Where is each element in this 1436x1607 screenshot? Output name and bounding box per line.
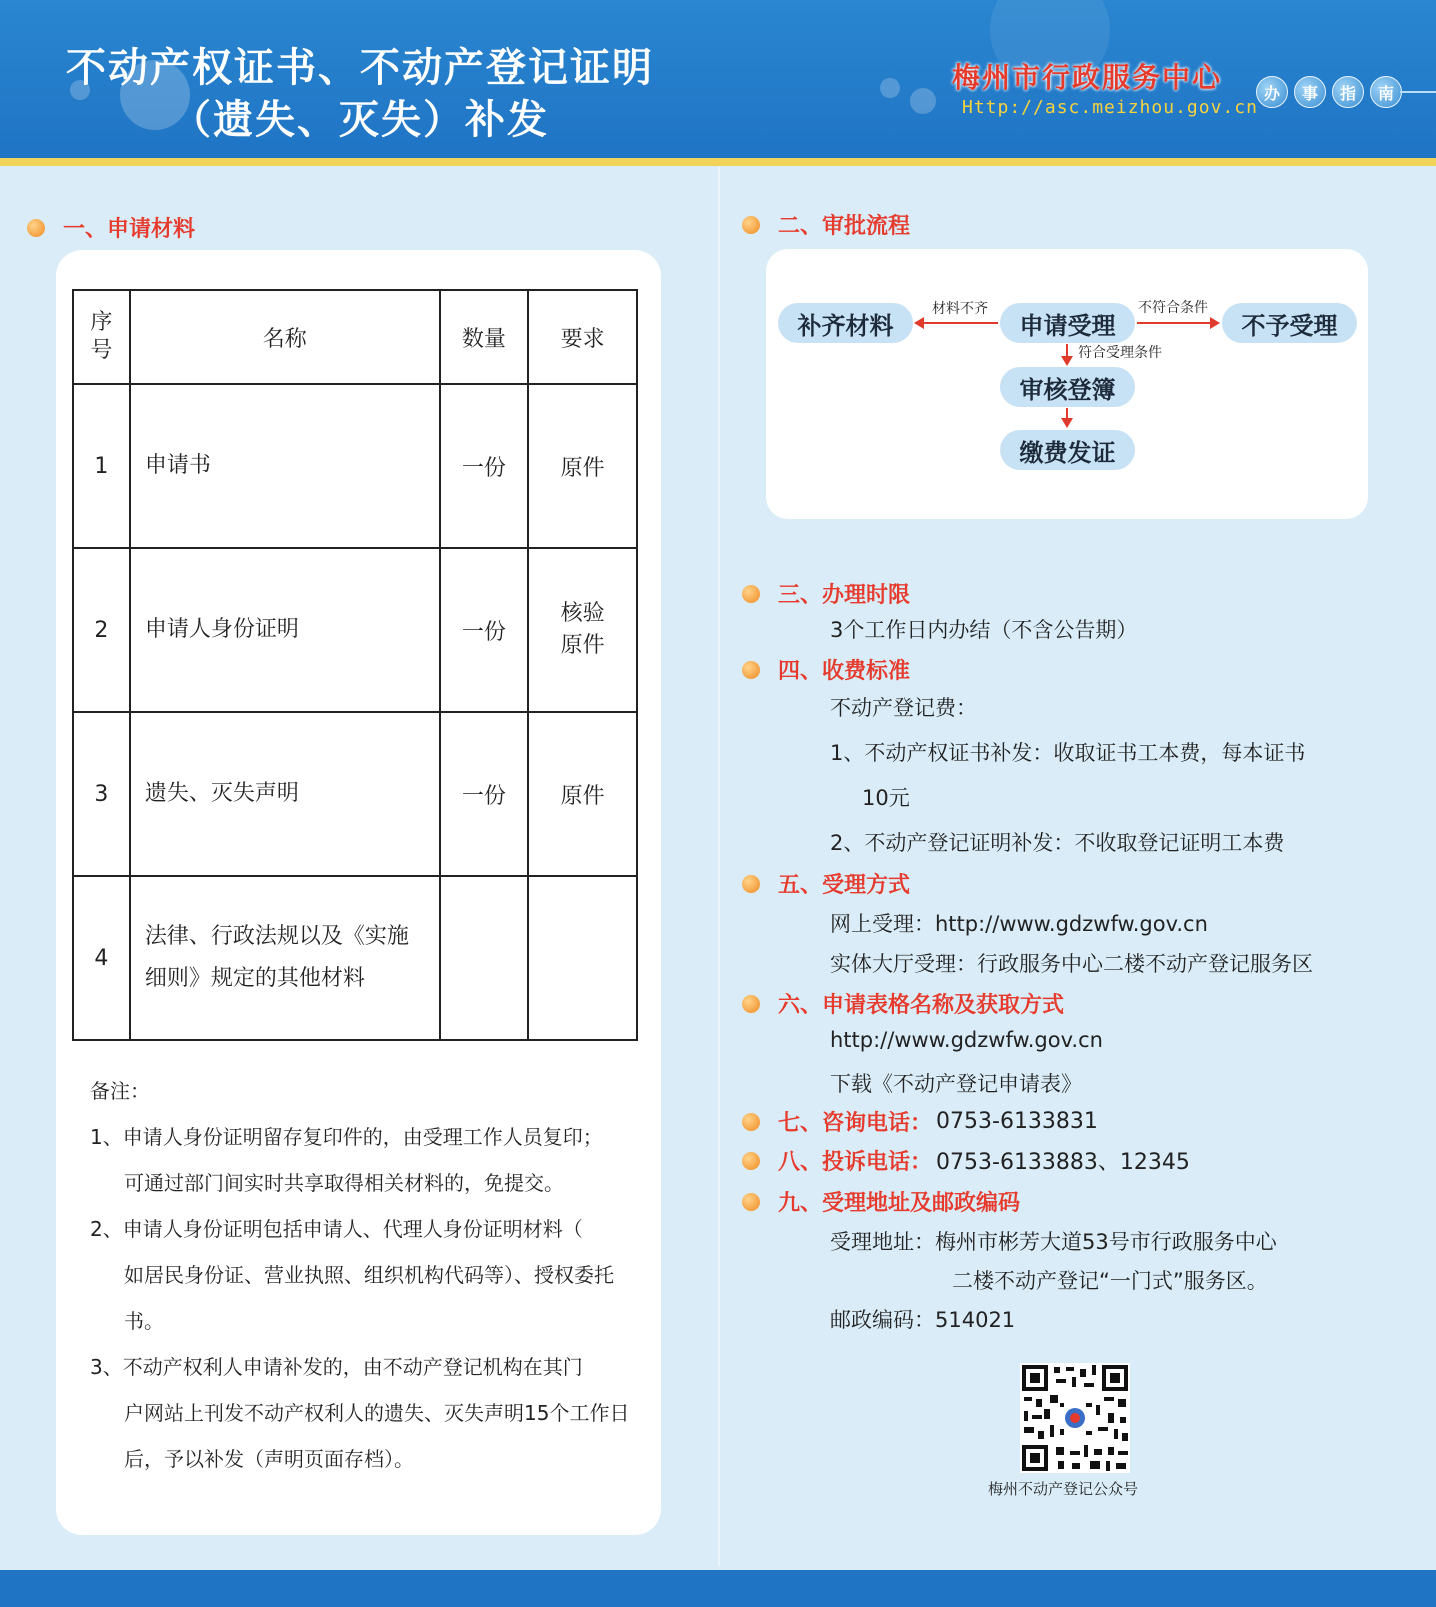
arrow-down-1-head-icon [1061, 356, 1073, 366]
guide-char-2: 事 [1294, 76, 1326, 108]
table-header-row [73, 290, 637, 384]
fold-line [718, 166, 720, 1566]
header-seq: 序号 [73, 290, 130, 384]
row-req [528, 876, 637, 1040]
bullet-dot-icon [742, 585, 760, 603]
section1-heading [27, 212, 195, 243]
org-name: 梅州市行政服务中心 [952, 61, 1223, 94]
section3-text: 3个工作日内办结（不含公告期） [830, 618, 1138, 642]
arrow-right-line [1137, 322, 1211, 324]
fee-item-1: 1、不动产权证书补发：收取证书工本费，每本证书 [830, 741, 1306, 765]
section7-heading: 七、咨询电话： 0753-6133831 [742, 1106, 1098, 1137]
row-seq: 1 [73, 384, 130, 548]
address-line-1: 受理地址：梅州市彬芳大道53号市行政服务中心 [830, 1230, 1277, 1254]
row-name: 申请人身份证明 [130, 548, 440, 712]
table-row [73, 712, 637, 876]
row-qty: 一份 [440, 384, 529, 548]
guide-char-4: 南 [1370, 76, 1402, 108]
section3-heading: 三、办理时限 [742, 578, 910, 609]
postcode: 邮政编码：514021 [830, 1308, 1016, 1332]
section5-heading: 五、受理方式 [742, 868, 910, 899]
flow-supplement: 补齐材料 [778, 303, 913, 343]
qr-caption: 梅州不动产登记公众号 [988, 1480, 1139, 1498]
note-item: 1、申请人身份证明留存复印件的，由受理工作人员复印； 可通过部门间实时共享取得相关材料的，免提交。 [90, 1125, 603, 1195]
arrow-down-2-head-icon [1061, 418, 1073, 428]
section4-heading: 四、收费标准 [742, 654, 910, 685]
header-banner [0, 0, 1436, 163]
title-line-2: （遗失、灭失）补发 [171, 97, 549, 143]
bullet-dot-icon [742, 216, 760, 234]
bullet-dot-icon [742, 661, 760, 679]
arrow-left-head-icon [914, 317, 924, 329]
bullet-dot-icon [742, 875, 760, 893]
guide-char-1: 办 [1256, 76, 1288, 108]
row-qty [440, 876, 529, 1040]
bullet-dot-icon [742, 995, 760, 1013]
arrow-right-head-icon [1210, 317, 1220, 329]
table-row [73, 876, 637, 1040]
flow-review: 审核登簿 [1000, 367, 1135, 407]
address-line-2: 二楼不动产登记“一门式”服务区。 [952, 1269, 1268, 1293]
notes-title: 备注： [90, 1079, 150, 1103]
guide-badges [1256, 76, 1402, 108]
guide-line [1400, 91, 1436, 93]
guide-char-3: 指 [1332, 76, 1364, 108]
section9-heading: 九、受理地址及邮政编码 [742, 1186, 1020, 1217]
consult-phone: 0753-6133831 [936, 1109, 1098, 1134]
form-download: 下载《不动产登记申请表》 [830, 1072, 1082, 1096]
row-req: 原件 [528, 712, 637, 876]
label-qualified: 符合受理条件 [1078, 345, 1162, 361]
header-divider [0, 158, 1436, 166]
flow-reject: 不予受理 [1222, 303, 1357, 343]
title-line-1: 不动产权证书、不动产登记证明 [66, 45, 654, 91]
note-item: 2、申请人身份证明包括申请人、代理人身份证明材料（ 如居民身份证、营业执照、组织机构代码等）、授权委托书。 [90, 1217, 614, 1333]
footer-bar [0, 1570, 1436, 1607]
row-name: 申请书 [130, 384, 440, 548]
flow-apply: 申请受理 [1000, 303, 1135, 343]
org-url: Http://asc.meizhou.gov.cn [962, 97, 1258, 118]
arrow-left-line [922, 322, 998, 324]
row-qty: 一份 [440, 712, 529, 876]
table-row [73, 548, 637, 712]
bullet-dot-icon [742, 1152, 760, 1170]
row-seq: 3 [73, 712, 130, 876]
section6-heading: 六、申请表格名称及获取方式 [742, 988, 1064, 1019]
row-req: 原件 [528, 384, 637, 548]
section1-heading-text: 一、申请材料 [63, 217, 196, 242]
table-row [73, 384, 637, 548]
materials-table [72, 289, 638, 1041]
header-qty: 数量 [440, 290, 529, 384]
qr-code-icon [1020, 1363, 1130, 1473]
fee-intro: 不动产登记费： [830, 696, 977, 720]
section8-heading: 八、投诉电话： 0753-6133883、12345 [742, 1145, 1190, 1176]
section2-heading: 二、审批流程 [742, 209, 910, 240]
label-incomplete: 材料不齐 [932, 301, 988, 317]
bullet-dot-icon [27, 219, 45, 237]
form-url: http://www.gdzwfw.gov.cn [830, 1028, 1103, 1052]
complaint-phone: 0753-6133883、12345 [936, 1150, 1190, 1175]
row-name: 法律、行政法规以及《实施细则》规定的其他材料 [130, 876, 440, 1040]
bullet-dot-icon [742, 1193, 760, 1211]
row-name: 遗失、灭失声明 [130, 712, 440, 876]
page-title [50, 42, 670, 146]
offline-acceptance: 实体大厅受理：行政服务中心二楼不动产登记服务区 [830, 952, 1313, 976]
notes [90, 1068, 650, 1482]
note-item: 3、不动产权利人申请补发的，由不动产登记机构在其门 户网站上刊发不动产权利人的遗失、灭失声明15个工作日后，予以补发（声明页面存档）。 [90, 1355, 630, 1471]
row-req: 核验原件 [528, 548, 637, 712]
header-req: 要求 [528, 290, 637, 384]
fee-item-2: 2、不动产登记证明补发：不收取登记证明工本费 [830, 831, 1285, 855]
row-seq: 4 [73, 876, 130, 1040]
row-qty: 一份 [440, 548, 529, 712]
flow-issue: 缴费发证 [1000, 430, 1135, 470]
fee-item-1-cont: 10元 [862, 786, 910, 810]
header-name: 名称 [130, 290, 440, 384]
label-not-qualified: 不符合条件 [1138, 300, 1208, 316]
bullet-dot-icon [742, 1113, 760, 1131]
online-acceptance: 网上受理：http://www.gdzwfw.gov.cn [830, 912, 1208, 936]
row-seq: 2 [73, 548, 130, 712]
